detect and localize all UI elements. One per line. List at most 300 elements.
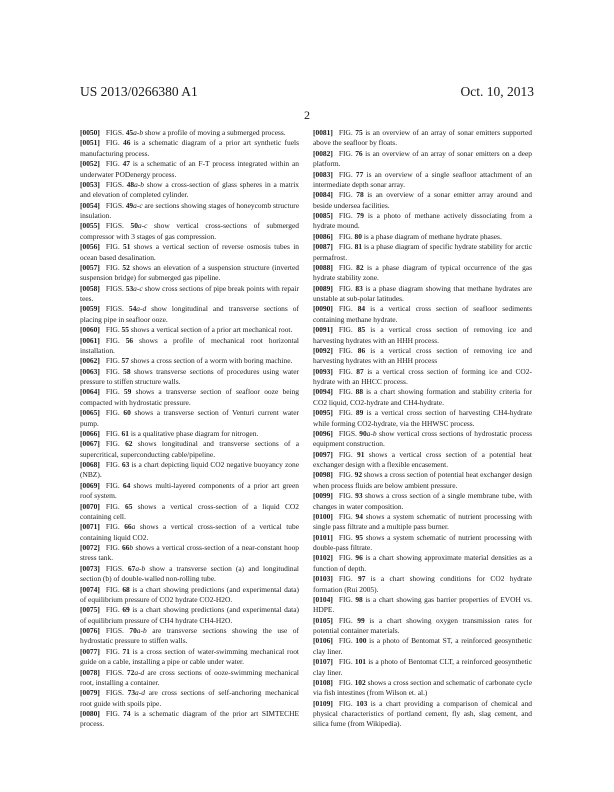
figure-description-paragraph [313,242,532,263]
paragraph-text: are cross sections of ooze-swimming mechanical root, installing a container. [80,667,299,687]
figure-label: FIG. [338,594,353,604]
figure-description-paragraph [313,325,532,346]
paragraph-number: [0096] [313,428,333,438]
figure-number: 66 [122,543,130,552]
figure-label: FIGS. [105,626,124,635]
figure-label: FIGS. [105,667,124,677]
figure-label: FIG. [105,480,120,490]
figure-description-paragraph [80,304,299,325]
figure-description-paragraph [80,522,299,543]
figure-number: 63 [121,460,130,469]
figure-label: FIG. [338,657,353,667]
figure-label: FIG. [338,553,353,563]
figure-number: 79 [356,211,364,220]
figure-number: 102 [354,677,366,687]
paragraph-text: shows a vertical section of reverse osmosis tubes in ocean based desalination. [80,242,300,262]
paragraph-number: [0051] [80,138,100,148]
paragraph-text: is a chart showing gas barrier properties of EVOH vs. HDPE. [313,594,533,615]
figure-label: FIG. [105,501,120,511]
figure-number: 69 [122,605,130,615]
paragraph-text: is a phase diagram of methane hydrate phases. [361,231,502,241]
figure-number: 76 [355,148,363,158]
figure-description-paragraph [80,263,299,284]
figure-label: FIG. [105,356,120,366]
figure-number: 95 [355,532,363,542]
figure-description-paragraph [80,668,299,689]
figure-label: FIG. [338,532,353,542]
paragraph-number: [0073] [80,563,100,573]
paragraph-number: [0059] [80,304,100,314]
paragraph-text: is a chart showing predictions (and experimental data) of equilibrium pressure of CO2 hydrate CO2-H2O. [80,584,299,604]
figure-number: 101 [354,657,367,667]
paragraph-number: [0052] [80,159,100,169]
figure-description-paragraph [313,211,532,232]
figure-label: FIG. [338,677,353,687]
paragraph-text: show a transverse section (a) and longitudinal section (b) of double-walled non-rolling tube. [80,563,300,584]
figure-label: FIG. [105,439,120,449]
figure-suffix: a [131,522,136,532]
paragraph-number: [0057] [80,262,100,272]
figure-label: FIG. [105,262,120,272]
paragraph-text: shows a cross section and schematic of carbonate cycle via fish intestines (from Wilson et. al.) [313,677,533,698]
figure-label: FIG. [105,159,120,169]
paragraph-text: is a chart depicting liquid CO2 negative buoyancy zone (NBZ). [80,460,300,480]
figure-description-paragraph [80,429,299,439]
figure-suffix: b [129,543,134,552]
figure-number: 73 [127,688,136,698]
paragraph-number: [0070] [80,501,100,511]
figure-description-paragraph [80,647,299,668]
paragraph-number: [0069] [80,480,100,490]
figure-label: FIG. [338,283,353,293]
figure-description-paragraph [313,657,532,678]
paragraph-number: [0067] [80,439,100,449]
paragraph-number: [0086] [313,231,333,241]
paragraph-number: [0075] [80,605,100,615]
figure-label: FIG. [338,190,353,200]
paragraph-number: [0084] [313,190,333,200]
paragraph-number: [0054] [80,200,100,210]
paragraph-text: show longitudinal and transverse sections of placing pipe in seafloor ooze. [80,304,299,324]
paragraph-number: [0098] [313,470,333,480]
figure-description-paragraph [313,190,532,211]
paragraph-number: [0104] [313,594,333,604]
paragraph-text: shows multi-layered components of a prior art green roof system. [80,480,299,501]
paragraph-text: shows a vertical cross-section of a vertical tube containing liquid CO2. [80,522,299,542]
paragraph-text: shows a profile of mechanical root horizontal installation. [80,335,299,355]
figure-number: 68 [122,584,130,594]
figure-number: 89 [355,408,364,418]
figure-label: FIG. [338,636,353,646]
figure-description-paragraph [80,367,299,388]
figure-label: FIG. [338,470,353,480]
figure-description-paragraph [313,678,532,699]
paragraph-number: [0062] [80,356,100,366]
figure-number: 59 [123,387,132,397]
figure-number: 72 [126,667,135,677]
paragraph-number: [0064] [80,387,100,397]
figure-description-paragraph [313,387,532,408]
paragraph-text: shows a transverse section of seafloor ooze being compacted with hydrostatic pressure. [80,387,300,407]
figure-label: FIG. [105,325,120,335]
figure-label: FIG. [338,262,353,272]
figure-number: 61 [121,428,129,438]
figure-number: 88 [355,387,364,397]
figure-label: FIGS. [105,221,124,231]
figure-number: 85 [357,325,366,335]
figure-number: 84 [357,304,366,314]
figure-description-paragraph [80,336,299,357]
paragraph-number: [0053] [80,179,100,189]
figure-description-paragraph [313,429,532,450]
paragraph-number: [0078] [80,667,100,677]
figure-number: 65 [125,501,133,511]
figure-description-paragraph [313,491,532,512]
figure-number: 91 [357,449,365,459]
figure-suffix: a-b [133,128,144,137]
figure-label: FIG. [105,522,120,532]
paragraph-text: show vertical cross-sections of submerged compressor with 3 stages of gas compression. [80,221,300,241]
figure-label: FIG. [338,304,353,314]
figure-label: FIG. [105,242,120,252]
figure-description-paragraph [80,180,299,201]
paragraph-text: show a cross-section of glass spheres in a matrix and elevation of completed cylinder. [80,179,299,200]
figure-description-paragraph [313,512,532,533]
figure-description-paragraph [80,408,299,429]
figure-suffix: a-b [366,428,377,438]
paragraph-text: is an overview of an array of sonar emitters on a deep platform. [313,148,532,169]
paragraph-text: shows a cross section of a worm with boring machine. [128,356,293,366]
figure-label: FIG. [105,543,120,552]
figure-description-paragraph [80,502,299,523]
paragraph-number: [0072] [80,543,100,552]
paragraph-number: [0102] [313,553,333,563]
paragraph-number: [0074] [80,584,100,594]
figure-number: 71 [122,646,130,656]
figure-suffix: a-c [133,283,143,293]
paragraph-number: [0097] [313,449,333,459]
figure-label: FIGS. [105,304,124,314]
paragraph-text: is a photo of Bentomat CLT, a reinforced geosynthetic clay liner. [313,657,532,677]
figure-number: 78 [356,190,364,200]
paragraph-text: shows an elevation of a suspension structure (inverted suspension bridge) for submerged gas pipeline. [80,262,299,283]
paragraph-text: shows transverse sections of procedures using water pressure to stiffen structure walls. [80,366,299,386]
figure-number: 92 [354,470,363,480]
figure-suffix: a-d [134,667,145,677]
paragraph-number: [0085] [313,211,333,220]
figure-number: 53 [125,283,134,293]
figure-description-paragraph [80,626,299,647]
paragraph-text: is a phase diagram showing that methane hydrates are unstable at sub-polar latitudes. [313,283,532,303]
figure-description-paragraph [313,232,532,242]
paragraph-number: [0101] [313,532,333,542]
paragraph-number: [0106] [313,636,333,646]
figure-label: FIG. [338,325,353,335]
paragraph-text: is a schematic diagram of a prior art synthetic fuels manufacturing process. [80,138,299,158]
figure-description-paragraph [80,439,299,460]
figure-suffix: a-c [137,221,148,231]
figure-number: 66 [124,522,132,532]
paragraph-number: [0056] [80,242,100,252]
paragraph-number: [0063] [80,366,100,376]
paragraph-number: [0071] [80,522,100,532]
figure-number: 83 [355,283,363,293]
figure-number: 87 [356,366,364,376]
figure-number: 45 [125,128,134,137]
figure-description-paragraph [313,699,532,730]
figure-number: 56 [125,335,134,345]
paragraph-number: [0095] [313,408,333,418]
figure-label: FIG. [105,646,120,656]
figure-label: FIG. [338,615,353,625]
figure-description-paragraph [313,408,532,429]
figure-label: FIGS. [105,283,124,293]
paragraph-text: is a schematic diagram of the prior art SIMTECHE process. [80,709,300,729]
paragraph-number: [0092] [313,345,333,355]
figure-description-paragraph [80,605,299,626]
paragraph-number: [0060] [80,325,100,335]
paragraph-number: [0109] [313,698,333,708]
paragraph-text: is a chart showing predictions (and experimental data) of equilibrium pressure of CH4 hydrate CH4-H2O. [80,605,299,625]
figure-number: 96 [355,553,363,563]
paragraph-text: is an overview of a sonar emitter array around and beside undersea facilities. [313,190,533,210]
figure-number: 52 [122,262,130,272]
paragraph-number: [0090] [313,304,333,314]
figure-description-paragraph [80,585,299,606]
paragraph-number: [0089] [313,283,333,293]
figure-description-paragraph [313,574,532,595]
figure-label: FIG. [338,366,353,376]
figure-number: 74 [123,709,131,718]
figure-description-paragraph [313,470,532,491]
figure-description-paragraph [80,688,299,709]
left-column [80,128,299,730]
paragraph-number: [0093] [313,366,333,376]
figure-label: FIGS. [105,128,124,137]
figure-label: FIG. [338,231,353,241]
paragraph-number: [0099] [313,491,333,501]
paragraph-number: [0087] [313,242,333,252]
figure-number: 98 [355,594,363,604]
figure-suffix: a-c [133,200,143,210]
figure-number: 97 [357,574,366,584]
figure-description-paragraph [313,170,532,191]
figure-label: FIGS. [105,688,124,698]
figure-label: FIGS. [338,428,357,438]
paragraph-number: [0058] [80,283,100,293]
paragraph-number: [0068] [80,460,100,469]
paragraph-text: is a cross section of water-swimming mechanical root guide on a cable, installing a pipe or cable under water. [80,646,300,667]
paragraph-number: [0080] [80,709,100,718]
figure-number: 49 [125,200,134,210]
figure-description-paragraph [80,564,299,585]
paragraph-text: is a vertical cross section of seafloor sediments containing methane hydrate. [313,304,533,324]
paragraph-number: [0055] [80,221,100,231]
figure-label: FIG. [338,148,353,158]
figure-description-paragraph [313,595,532,616]
figure-label: FIG. [338,698,353,708]
figure-label: FIGS. [105,563,124,573]
figure-label: FIG. [105,387,120,397]
figure-number: 82 [356,262,364,272]
figure-label: FIG. [338,128,353,137]
publication-number: US 2013/0266380 A1 [80,84,198,99]
figure-description-paragraph [313,346,532,367]
paragraph-text: is a qualitative phase diagram for nitrogen. [128,428,259,438]
figure-description-paragraph [80,159,299,180]
figure-description-paragraph [80,242,299,263]
figure-number: 103 [356,698,368,708]
paragraph-text: shows a system schematic of nutrient processing with double-pass filtrate. [313,532,533,552]
paragraph-text: show a profile of moving a submerged process. [143,128,286,137]
figure-number: 46 [123,138,131,148]
paragraph-text: show vertical cross sections of hydrostatic process equipment construction. [313,428,533,449]
figure-description-paragraph [313,128,532,149]
figure-description-paragraph [80,284,299,305]
figure-number: 80 [354,231,362,241]
figure-description-paragraph [80,128,299,138]
figure-label: FIG. [105,335,120,345]
paragraph-number: [0065] [80,408,100,418]
figure-suffix: a-b [136,626,147,635]
figure-number: 70 [129,626,137,635]
figure-number: 55 [121,325,129,335]
figure-number: 64 [122,480,131,490]
paragraph-number: [0091] [313,325,333,335]
publication-date: Oct. 10, 2013 [460,84,534,99]
figure-description-paragraph [313,636,532,657]
figure-number: 54 [128,304,137,314]
figure-suffix: a-d [135,688,145,698]
figure-number: 93 [355,491,363,501]
paragraph-number: [0088] [313,262,333,272]
paragraph-number: [0079] [80,688,100,698]
paragraph-text: shows a vertical section of a prior art mechanical root. [128,325,293,335]
figure-label: FIG. [105,408,120,418]
figure-description-paragraph [80,356,299,366]
figure-description-paragraph [313,533,532,554]
figure-description-paragraph [313,263,532,284]
paragraph-text: is an overview of an array of sonar emitters supported above the seafloor by floats. [313,128,532,148]
paragraph-text: are transverse sections showing the use of hydrostatic pressure to stiffen walls. [80,626,300,646]
figure-label: FIG. [338,574,353,584]
figure-description-paragraph [313,304,532,325]
page-number: 2 [304,108,310,122]
paragraph-number: [0076] [80,626,100,635]
figure-number: 94 [355,511,363,521]
figure-suffix: a-b [135,563,146,573]
paragraph-text: is a phase diagram of typical occurrence of the gas hydrate stability zone. [313,262,533,283]
figure-label: FIGS. [105,200,124,210]
paragraph-text: shows a transverse section of Venturi current water pump. [80,408,300,428]
figure-description-paragraph [80,481,299,502]
paragraph-text: shows a cross section of potential heat exchanger design when process fluids are below ambient pressure. [313,470,532,490]
figure-number: 86 [357,345,366,355]
figure-description-paragraph [313,450,532,471]
paragraph-text: shows a vertical cross section of a potential heat exchanger design with a flexible encasement. [313,449,532,469]
paragraph-number: [0050] [80,128,100,137]
figure-description-paragraph [313,284,532,305]
figure-number: 57 [121,356,129,366]
figure-label: FIG. [105,460,120,469]
figure-number: 100 [355,636,367,646]
figure-description-paragraph [80,325,299,335]
figure-label: FIG. [338,169,353,179]
figure-number: 50 [130,221,138,231]
figure-label: FIG. [105,584,120,594]
figure-description-paragraph [313,367,532,388]
figure-description-paragraph [80,387,299,408]
paragraph-text: is a vertical cross section of removing ice and harvesting hydrates with an HHH process [313,345,532,366]
figure-description-paragraph [80,201,299,222]
paragraph-number: [0105] [313,615,333,625]
paragraph-number: [0100] [313,511,333,521]
figure-description-paragraph [80,221,299,242]
paragraph-text: is a chart showing formation and stability criteria for CO2 liquid, CO2-hydrate and CH4-hydrate. [313,387,533,407]
paragraph-text: is a photo of Bentomat ST, a reinforced geosynthetic clay liner. [313,636,532,656]
paragraph-number: [0081] [313,128,333,137]
figure-label: FIG. [338,387,353,397]
right-column [313,128,532,730]
figure-label: FIG. [105,709,120,718]
paragraph-text: is a vertical cross section of forming ice and CO2-hydrate with an HHCC process. [313,366,533,386]
figure-number: 58 [123,366,131,376]
paragraph-text: is a phase diagram of specific hydrate stability for arctic permafrost. [313,242,533,262]
figure-label: FIGS. [105,179,124,189]
figure-label: FIG. [338,242,353,252]
figure-description-paragraph [313,616,532,637]
figure-description-paragraph [313,149,532,170]
figure-label: FIG. [338,345,353,355]
figure-number: 81 [354,242,363,252]
figure-description-paragraph [80,138,299,159]
paragraph-number: [0082] [313,148,333,158]
figure-number: 90 [359,428,367,438]
figure-description-paragraph [313,553,532,574]
paragraph-text: shows a vertical cross-section of a near-constant hoop stress tank. [80,543,300,563]
figure-number: 67 [127,563,136,573]
paragraph-number: [0077] [80,646,100,656]
paragraph-number: [0108] [313,677,333,687]
figure-label: FIG. [338,211,353,220]
figure-label: FIG. [105,138,120,148]
paragraph-text: is a schematic of an F-T process integrated within an underwater PODenergy process. [80,159,299,179]
figure-description-paragraph [80,543,299,564]
figure-number: 62 [125,439,133,449]
figure-suffix: a-b [134,179,144,189]
figure-number: 47 [122,159,130,169]
paragraph-text: is a chart showing conditions for CO2 hydrate formation (Rui 2005). [313,574,532,594]
paragraph-text: are cross sections of self-anchoring mechanical root guide with spoils pipe. [80,688,299,708]
figure-label: FIG. [105,605,120,615]
figure-label: FIG. [338,511,353,521]
paragraph-number: [0083] [313,169,333,179]
paragraph-number: [0061] [80,335,100,345]
paragraph-text: is a chart showing oxygen transmission rates for potential container materials. [313,615,532,635]
paragraph-text: is a photo of methane actively dissociating from a hydrate mound. [313,211,533,231]
paragraph-text: shows a system schematic of nutrient processing with single pass filtrate and a multiple pass burner. [313,511,533,532]
figure-number: 60 [123,408,131,418]
paragraph-text: is a vertical cross section of removing ice and harvesting hydrates with an HHH process. [313,325,532,345]
paragraph-text: is a vertical cross section of harvesting CH4-hydrate while forming CO2-hydrate, via the HHWSC process. [313,408,532,428]
figure-label: FIG. [338,408,353,418]
figure-label: FIG. [105,428,120,438]
paragraph-text: shows a cross section of a single membrane tube, with changes in water composition. [313,491,532,511]
paragraph-text: is an overview of a single seafloor attachment of an intermediate depth sonar array. [313,169,532,189]
figure-description-paragraph [80,460,299,481]
figure-suffix: a-d [136,304,147,314]
figure-label: FIG. [105,366,120,376]
